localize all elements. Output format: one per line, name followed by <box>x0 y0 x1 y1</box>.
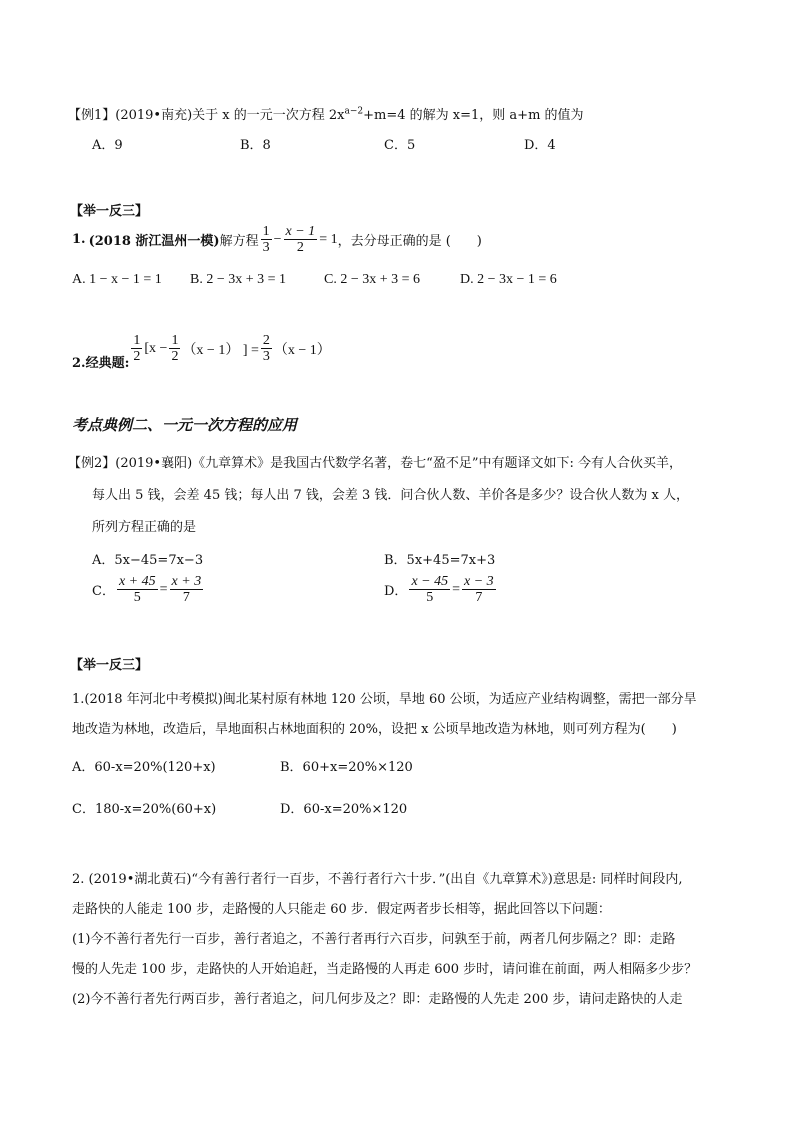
example-2-line-3: 所列方程正确的是 <box>92 520 197 535</box>
practice-1-q1-option-c: C. 2 − 3x + 3 = 6 <box>324 272 421 287</box>
practice-2-q1-option-c: C．180-x=20%(60+x) <box>72 802 217 817</box>
example-2-option-d <box>384 574 498 605</box>
example-2-option-a: A．5x−45=7x−3 <box>92 553 204 568</box>
option-d-left-fraction: $\frac{x - 45}{5}$ <box>411 574 449 605</box>
q2-fraction-1: $\frac{1}{2}$ <box>133 333 141 364</box>
option-d-label: D． <box>384 584 408 599</box>
q2-part-2: （x − 1） ] = <box>182 342 259 358</box>
practice-1-q1-fraction-2: $\frac{x - 1}{2}$ <box>285 224 316 255</box>
q2-part-3: （x − 1） <box>273 342 331 358</box>
practice-2-q2-line-1: 2. (2019•湖北黄石)“今有善行者行一百步，不善行者行六十步．”(出自《九章算术》)意思是: 同样时间段内, <box>72 872 683 887</box>
practice-2-q1-line-2: 地改造为林地，改造后，旱地面积占林地面积的 20%，设把 x 公顷旱地改造为林地，则可列方程为( ) <box>72 722 677 737</box>
equals-one: = 1 <box>319 231 338 247</box>
example-1-option-c: C．5 <box>384 138 416 153</box>
practice-1-q2 <box>72 326 331 371</box>
practice-2-q1-option-b: B．60+x=20%×120 <box>280 760 413 775</box>
practice-2-q1-option-a: A．60-x=20%(120+x) <box>72 760 216 775</box>
option-d-equals: = <box>452 581 461 597</box>
option-c-equals: = <box>159 581 168 597</box>
example-1-option-b: B．8 <box>240 138 271 153</box>
example-1-stem <box>68 104 584 123</box>
practice-2-q2-line-2: 走路快的人能走 100 步，走路慢的人只能走 60 步．假定两者步长相等，据此回答以下问题： <box>72 902 611 917</box>
example-2-option-b: B．5x+45=7x+3 <box>384 553 496 568</box>
practice-1-q1-option-a: A. 1 − x − 1 = 1 <box>72 272 162 287</box>
practice-2-q2-line-5: (2)今不善行者先行两百步，善行者追之，问几何步及之？即：走路慢的人先走 200 步，请问走路快的人走 <box>72 992 683 1007</box>
q2-part-1: [x − <box>144 340 168 356</box>
practice-1-q1 <box>72 224 482 255</box>
practice-1-q1-option-d: D. 2 − 3x − 1 = 6 <box>460 272 557 287</box>
minus-sign: − <box>273 231 282 247</box>
practice-1-q2-label: 2.经典题: <box>72 356 130 371</box>
example-1-stem-text-2: +m=4 的解为 x=1，则 a+m 的值为 <box>363 108 584 123</box>
example-1-option-d: D．4 <box>524 138 556 153</box>
practice-2-title: 【举一反三】 <box>70 658 149 673</box>
q2-fraction-3: $\frac{2}{3}$ <box>262 333 270 364</box>
practice-2-q1-line-1: 1.(2018 年河北中考模拟)闽北某村原有林地 120 公顷，旱地 60 公顷，为适应产业结构调整，需把一部分旱 <box>72 692 697 707</box>
practice-1-q1-option-b: B. 2 − 3x + 3 = 1 <box>190 272 287 287</box>
practice-1-title: 【举一反三】 <box>70 204 149 219</box>
practice-2-q1-option-d: D．60-x=20%×120 <box>280 802 408 817</box>
example-2-line-2: 每人出 5 钱，会差 45 钱；每人出 7 钱，会差 3 钱．问合伙人数、羊价各是多少？设合伙人数为 x 人， <box>92 488 690 503</box>
section-2-heading: 考点典例二、一元一次方程的应用 <box>72 416 298 434</box>
option-c-left-fraction: $\frac{x + 45}{5}$ <box>118 574 156 605</box>
practice-1-q1-text: 解方程 <box>219 234 259 249</box>
example-1-stem-text: (2019•南充)关于 x 的一元一次方程 2x <box>115 108 345 123</box>
example-2-line-1: 【例2】(2019•襄阳)《九章算术》是我国古代数学名著，卷七“盈不足”中有题译文如下: 今有人合伙买羊， <box>68 456 682 471</box>
practice-1-q1-source: (2018 浙江温州一模) <box>88 234 220 249</box>
example-1-option-a: A．9 <box>92 138 123 153</box>
option-c-right-fraction: $\frac{x + 3}{7}$ <box>171 574 202 605</box>
option-c-label: C． <box>92 584 115 599</box>
practice-2-q2-line-4: 慢的人先走 100 步，走路快的人开始追赶，当走路慢的人再走 600 步时，请问谁在前面，两人相隔多少步？ <box>72 962 698 977</box>
practice-1-q1-fraction-1: $\frac{1}{3}$ <box>262 224 270 255</box>
practice-2-q2-line-3: (1)今不善行者先行一百步，善行者追之，不善行者再行六百步，问孰至于前，两者几何步隔之？即：走路 <box>72 932 676 947</box>
example-2-option-c <box>92 574 205 605</box>
q2-fraction-2: $\frac{1}{2}$ <box>171 333 179 364</box>
practice-1-q1-question: ，去分母正确的是 ( ) <box>337 234 482 249</box>
option-d-right-fraction: $\frac{x - 3}{7}$ <box>464 574 494 605</box>
example-1-exponent: a−2 <box>344 106 364 117</box>
practice-1-q1-number: 1. <box>72 232 86 247</box>
example-1-prefix: 【例1】 <box>68 108 116 123</box>
